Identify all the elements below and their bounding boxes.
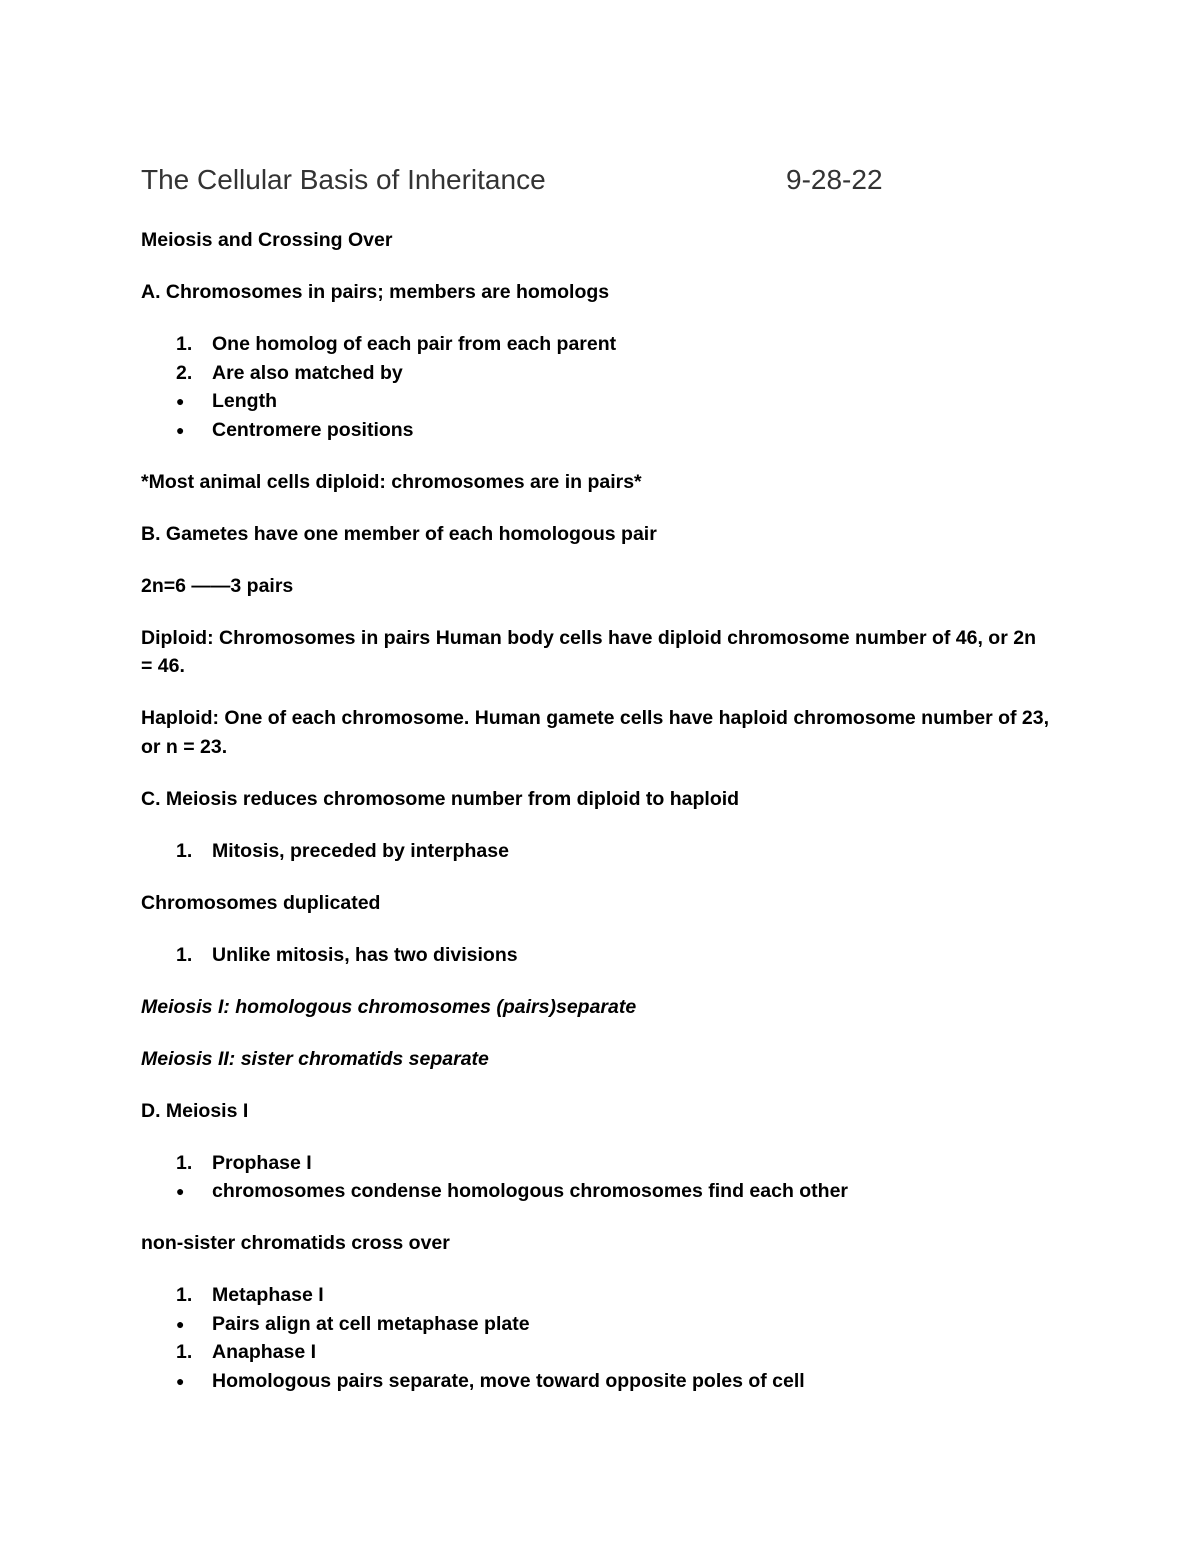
example-text: 2n=6 ——3 pairs xyxy=(141,574,294,597)
list-item xyxy=(141,941,1051,970)
list-marker: 1. xyxy=(176,333,193,355)
bullet-icon: ● xyxy=(176,1183,185,1199)
list-item-text: Prophase I xyxy=(212,1151,312,1174)
heading-d: D. Meiosis I xyxy=(141,1099,249,1122)
note-diploid: *Most animal cells diploid: chromosomes are in pairs* xyxy=(141,470,642,493)
list-marker: 1. xyxy=(176,1341,193,1363)
list-item-text: Centromere positions xyxy=(212,418,414,441)
list-item xyxy=(141,1338,1051,1367)
section-heading: Meiosis and Crossing Over xyxy=(141,229,393,251)
list-item xyxy=(141,1310,1051,1339)
heading-b: B. Gametes have one member of each homologous pair xyxy=(141,522,657,545)
bullet-icon: ● xyxy=(176,421,185,438)
list-marker: 1. xyxy=(176,1284,193,1306)
crossover-text: non-sister chromatids cross over xyxy=(141,1232,450,1254)
heading-a: A. Chromosomes in pairs; members are homologs xyxy=(141,281,610,303)
list-item-text: Are also matched by xyxy=(212,361,403,384)
haploid-definition: Haploid: One of each chromosome. Human gamete cells have haploid chromosome number of 23, or n = 23. xyxy=(141,707,1050,758)
document-body xyxy=(141,226,1051,1419)
heading-c: C. Meiosis reduces chromosome number from diploid to haploid xyxy=(141,787,740,810)
duplicated-text: Chromosomes duplicated xyxy=(141,891,381,914)
list-item-text: Unlike mitosis, has two divisions xyxy=(212,943,518,966)
list-item xyxy=(141,1281,1051,1310)
list-a xyxy=(141,330,1051,444)
list-c2 xyxy=(141,941,1051,970)
list-item xyxy=(141,330,1051,359)
meiosis-one-text: Meiosis I: homologous chromosomes (pairs)separate xyxy=(141,995,637,1018)
bullet-icon: ● xyxy=(176,1315,185,1332)
list-item xyxy=(141,837,1051,866)
list-item-text: Pairs align at cell metaphase plate xyxy=(212,1312,530,1335)
list-c xyxy=(141,837,1051,866)
list-marker: 1. xyxy=(176,839,193,862)
list-item xyxy=(141,1149,1051,1178)
list-marker: 1. xyxy=(176,1151,193,1174)
list-item xyxy=(141,387,1051,416)
document-title: The Cellular Basis of Inheritance xyxy=(141,164,546,195)
list-d xyxy=(141,1149,1051,1206)
list-item xyxy=(141,1367,1051,1396)
list-item-text: Mitosis, preceded by interphase xyxy=(212,839,509,862)
bullet-icon: ● xyxy=(176,393,185,409)
list-item-text: Metaphase I xyxy=(212,1284,324,1306)
document-date: 9-28-22 xyxy=(786,164,883,195)
meiosis-two-text: Meiosis II: sister chromatids separate xyxy=(141,1047,489,1070)
list-item xyxy=(141,1177,1051,1206)
list-marker: 1. xyxy=(176,943,193,966)
list-item xyxy=(141,359,1051,388)
bullet-icon: ● xyxy=(176,1372,185,1389)
diploid-definition: Diploid: Chromosomes in pairs Human body cells have diploid chromosome number of 46, or 2n = 46. xyxy=(141,626,1036,677)
list-item xyxy=(141,416,1051,445)
list-item-text: One homolog of each pair from each parent xyxy=(212,333,617,355)
list-item-text: chromosomes condense homologous chromosomes find each other xyxy=(212,1180,849,1202)
list-item-text: Homologous pairs separate, move toward opposite poles of cell xyxy=(212,1369,805,1392)
list-marker: 2. xyxy=(176,361,193,384)
list-item-text: Length xyxy=(212,390,277,412)
list-item-text: Anaphase I xyxy=(212,1341,317,1363)
list-d2 xyxy=(141,1281,1051,1395)
